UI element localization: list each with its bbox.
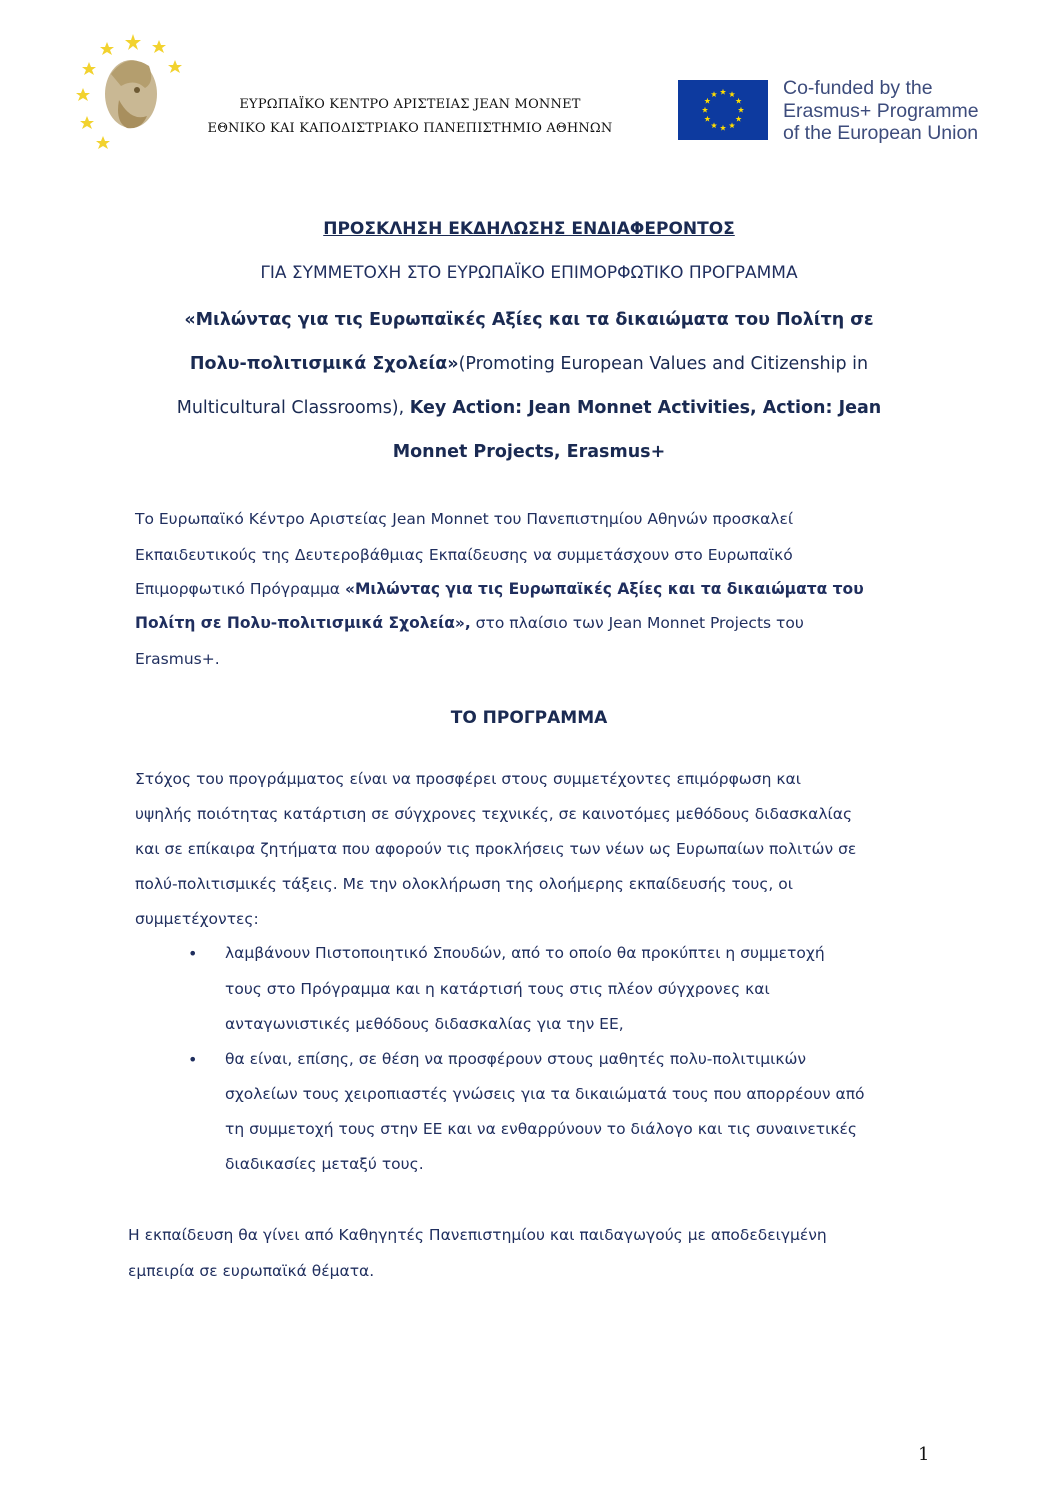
intro-line1: Το Ευρωπαϊκό Κέντρο Αριστείας Jean Monnet του Πανεπιστημίου Αθηνών προσκαλεί: [135, 510, 794, 528]
intro-line4-bold: Πολίτη σε Πολυ-πολιτισμικά Σχολεία»,: [135, 614, 471, 632]
call-heading-text: ΠΡΟΣΚΛΗΣΗ ΕΚΔΗΛΩΣΗΣ ΕΝΔΙΑΦΕΡΟΝΤΟΣ: [323, 219, 735, 239]
institution-name-line2: ΕΘΝΙΚΟ ΚΑΙ ΚΑΠΟΔΙΣΤΡΙΑΚΟ ΠΑΝΕΠΙΣΤΗΜΙΟ ΑΘΗΝΩΝ: [207, 121, 613, 136]
bullet-marker-1: •: [188, 944, 198, 963]
intro-line3-normal: Επιμορφωτικό Πρόγραμμα: [135, 580, 345, 598]
intro-line3: [135, 580, 864, 598]
program-title-line3: [0, 398, 1058, 418]
intro-line3-bold: «Μιλώντας για τις Ευρωπαϊκές Αξίες και τα δικαιώματα του: [344, 580, 864, 598]
program-title-line1: «Μιλώντας για τις Ευρωπαϊκές Αξίες και τα δικαιώματα του Πολίτη σε: [184, 310, 874, 330]
bullet1-line2: τους στο Πρόγραμμα και η κατάρτισή τους στις πλέον σύγχρονες και: [225, 980, 770, 998]
program-title-line3-normal: Multicultural Classrooms),: [176, 398, 410, 418]
program-title-line2: [0, 354, 1058, 374]
call-subheading: ΓΙΑ ΣΥΜΜΕΤΟΧΗ ΣΤΟ ΕΥΡΩΠΑΪΚΟ ΕΠΙΜΟΡΦΩΤΙΚΟ ΠΡΟΓΡΑΜΜΑ: [260, 263, 798, 283]
program-line3: και σε επίκαιρα ζητήματα που αφορούν τις προκλήσεις των νέων ως Ευρωπαίων πολιτών σε: [135, 840, 857, 858]
eu-star-icon: [729, 91, 735, 97]
eu-star-icon: [736, 98, 742, 104]
bullet2-line4: διαδικασίες μεταξύ τους.: [225, 1155, 424, 1173]
athena-star-emblem-icon: [75, 30, 187, 152]
bullet2-line3: τη συμμετοχή τους στην ΕΕ και να ενθαρρύνουν το διάλογο και τις συναινετικές: [225, 1120, 857, 1138]
intro-line2: Εκπαιδευτικούς της Δευτεροβάθμιας Εκπαίδευσης να συμμετάσχουν στο Ευρωπαϊκό: [135, 546, 793, 564]
institution-name-line1: ΕΥΡΩΠΑΪΚΟ ΚΕΝΤΡΟ ΑΡΙΣΤΕΙΑΣ JEAN MONNET: [239, 97, 581, 112]
page-number: 1: [918, 1444, 930, 1465]
call-heading: [0, 219, 1058, 239]
eu-star-icon: [702, 107, 708, 113]
program-title-line2-bold: Πολυ-πολιτισμικά Σχολεία»: [189, 354, 459, 374]
intro-line4: [135, 614, 804, 632]
program-heading: ΤΟ ΠΡΟΓΡΑΜΜΑ: [450, 708, 608, 728]
eu-text-line2: Erasmus+ Programme: [783, 99, 979, 122]
bullet-marker-2: •: [188, 1050, 198, 1069]
bullet2-line2: σχολείων τους χειροπιαστές γνώσεις για τα δικαιώματά τους που απορρέουν από: [225, 1085, 865, 1103]
eu-star-icon: [704, 98, 710, 104]
jean-monnet-logo: [75, 30, 187, 152]
eu-flag: [678, 80, 768, 140]
intro-line4-normal: στο πλαίσιο των Jean Monnet Projects του: [470, 614, 804, 632]
eu-star-icon: [736, 116, 742, 122]
eu-text-line3: of the European Union: [783, 122, 979, 144]
eu-star-icon: [711, 91, 717, 97]
bullet1-line1: λαμβάνουν Πιστοποιητικό Σπουδών, από το οποίο θα προκύπτει η συμμετοχή: [225, 944, 825, 962]
eu-star-icon: [720, 125, 726, 131]
eu-star-icon: [711, 122, 717, 128]
closing-line2: εμπειρία σε ευρωπαϊκά θέματα.: [128, 1262, 375, 1280]
program-line1: Στόχος του προγράμματος είναι να προσφέρει στους συμμετέχοντες επιμόρφωση και: [135, 770, 801, 788]
program-line4: πολύ-πολιτισμικές τάξεις. Με την ολοκλήρωση της ολοήμερης εκπαίδευσής τους, οι: [135, 875, 794, 893]
bullet2-line1: θα είναι, επίσης, σε θέση να προσφέρουν στους μαθητές πολυ-πολιτιμικών: [225, 1050, 807, 1068]
eu-star-icon: [704, 116, 710, 122]
intro-line5: Erasmus+.: [135, 650, 220, 668]
program-line2: υψηλής ποιότητας κατάρτιση σε σύγχρονες τεχνικές, σε καινοτόμες μεθόδους διδασκαλίας: [135, 805, 853, 823]
eu-star-icon: [729, 122, 735, 128]
program-title-line2-normal: (Promoting European Values and Citizenship in: [458, 354, 869, 374]
eu-star-icon: [738, 107, 744, 113]
program-title-line3-bold: Key Action: Jean Monnet Activities, Action: Jean: [409, 398, 882, 418]
closing-line1: Η εκπαίδευση θα γίνει από Καθηγητές Πανεπιστημίου και παιδαγωγούς με αποδεδειγμένη: [128, 1226, 827, 1244]
eu-stars-icon: [678, 80, 768, 140]
eu-text-line1: Co-funded by the: [783, 77, 933, 99]
program-title-line4: Monnet Projects, Erasmus+: [392, 442, 666, 462]
eu-cofunded-text: [783, 77, 979, 145]
program-line5: συμμετέχοντες:: [135, 910, 259, 928]
bullet1-line3: ανταγωνιστικές μεθόδους διδασκαλίας για την ΕΕ,: [225, 1015, 624, 1033]
eu-star-icon: [720, 89, 726, 95]
